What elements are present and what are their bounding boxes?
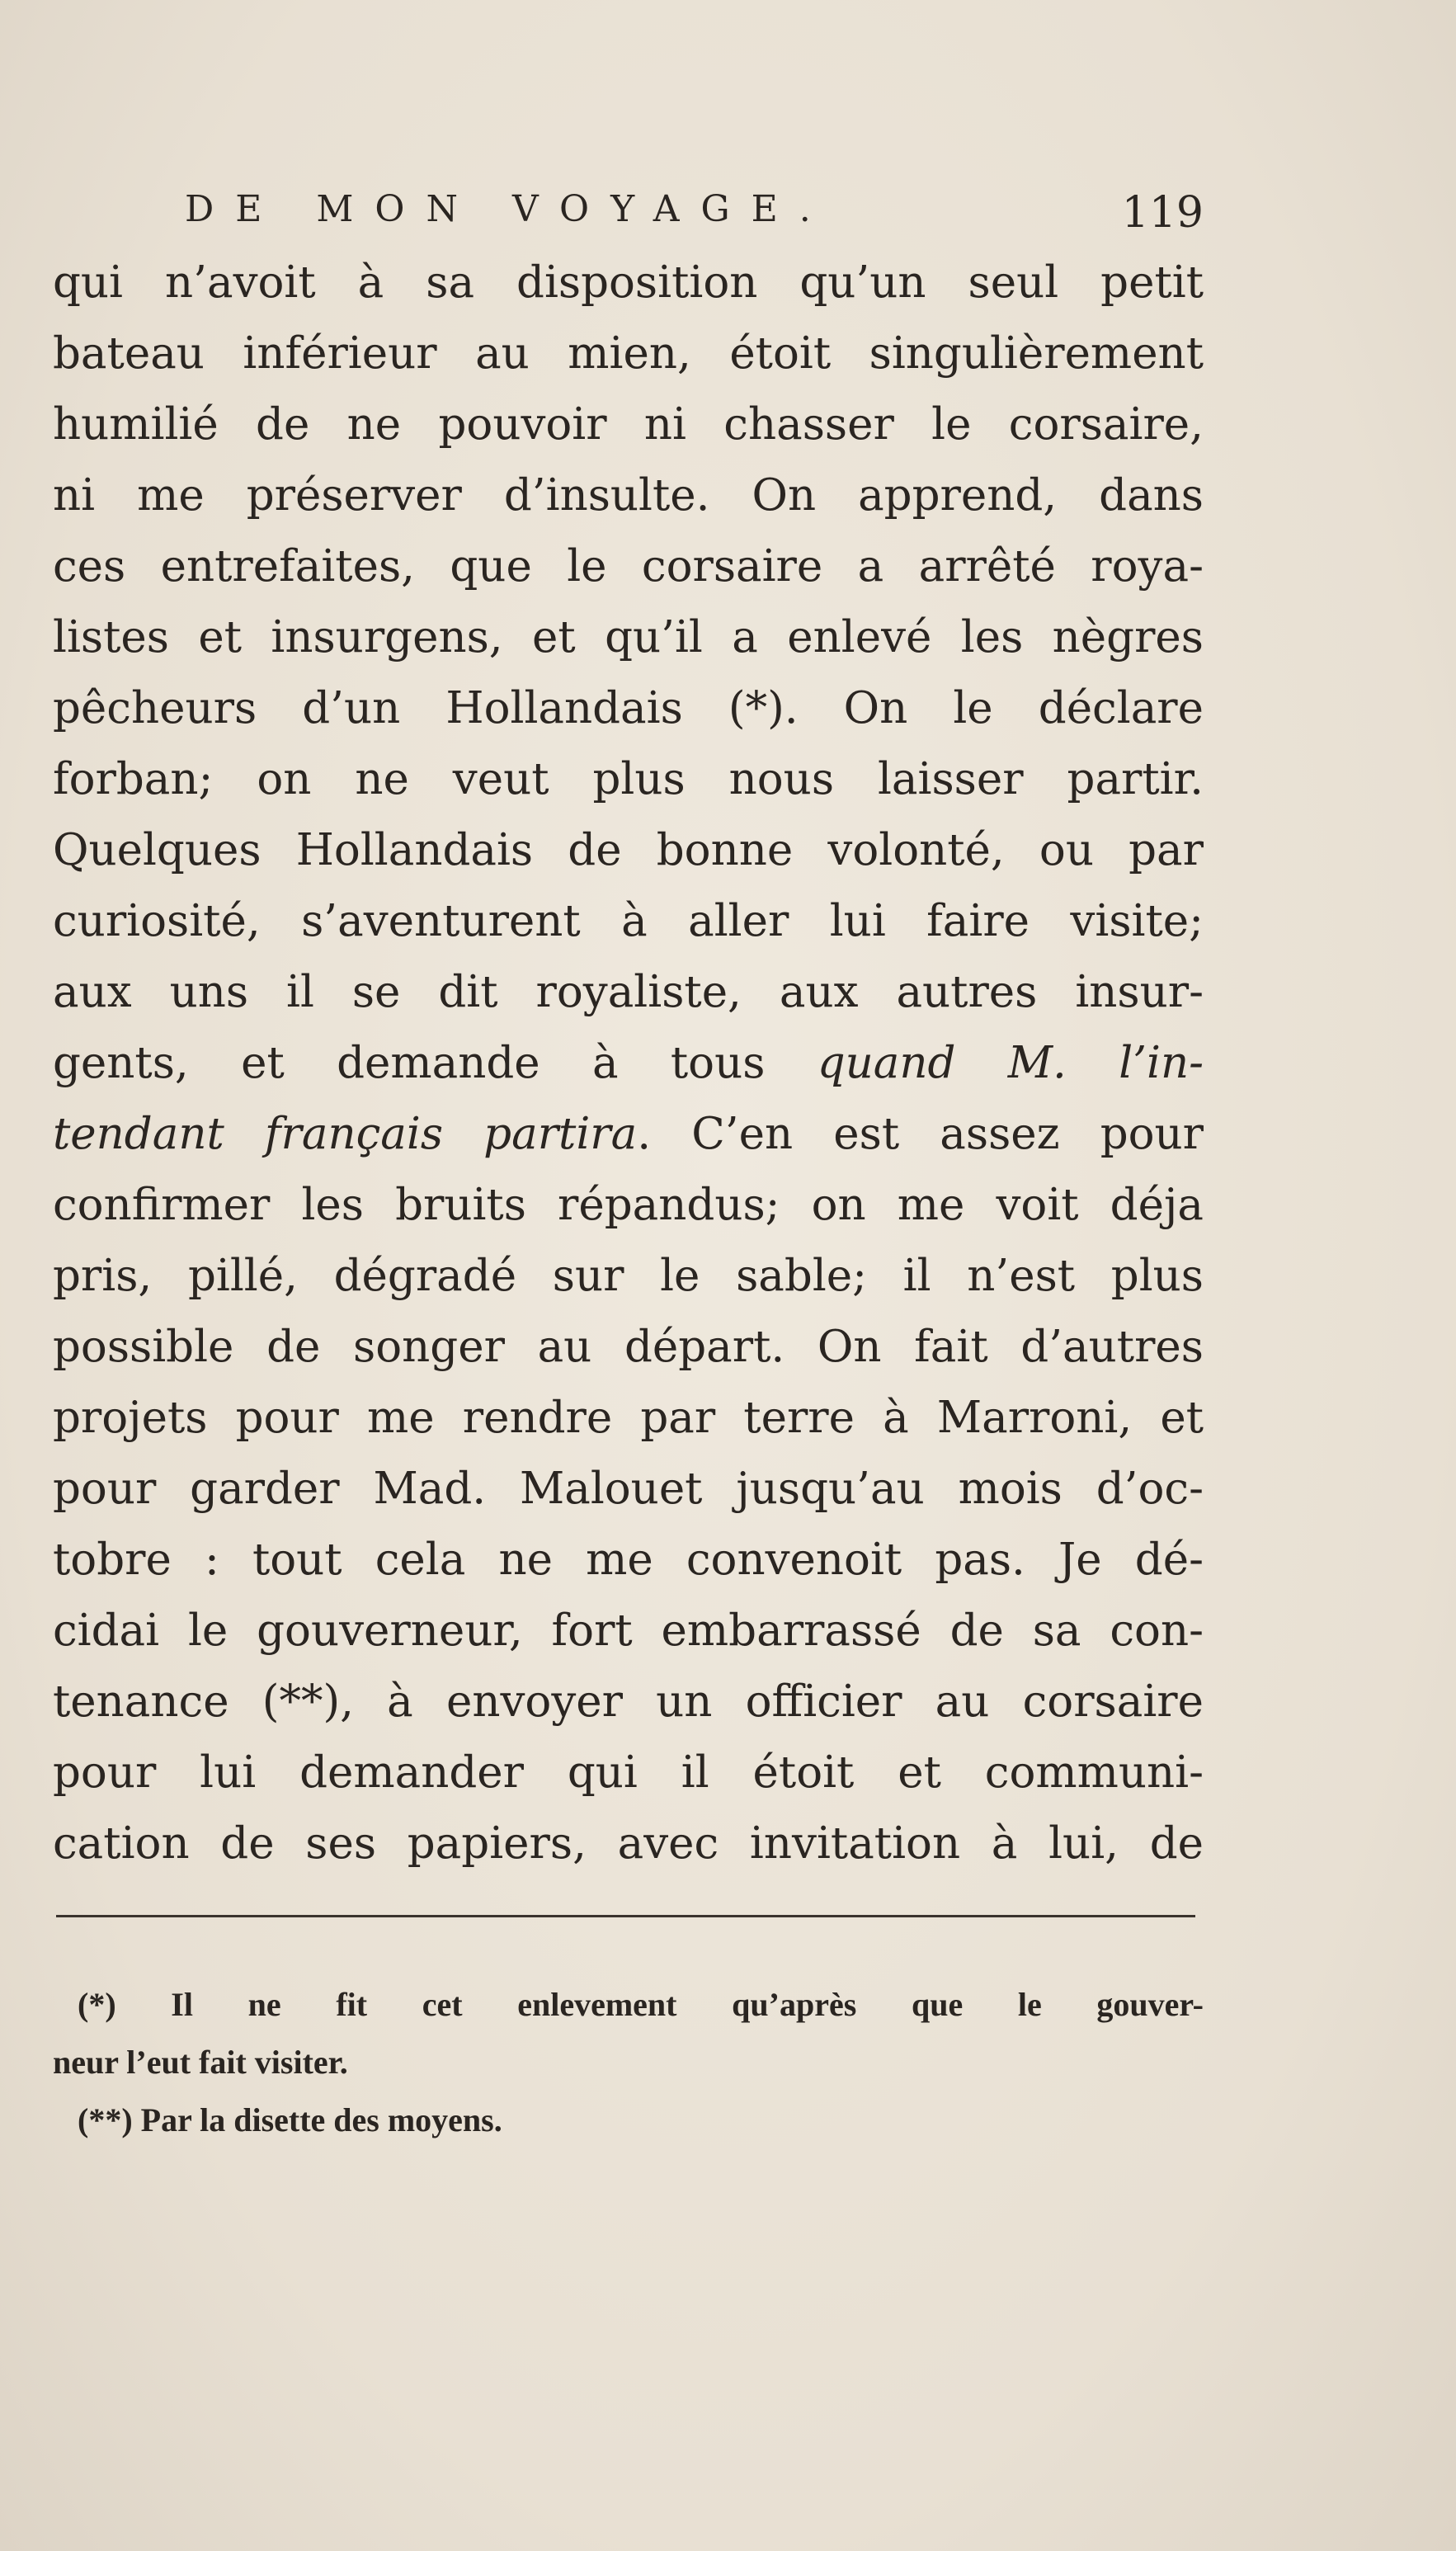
text-line: pêcheurs d’un Hollandais (*). On le déclare bbox=[53, 683, 1204, 733]
running-title: DE MON VOYAGE. bbox=[185, 188, 832, 230]
italic-span: tendant français partira bbox=[53, 1109, 638, 1159]
text-line: humilié de ne pouvoir ni chasser le corsaire, bbox=[53, 399, 1204, 450]
text-line: forban; on ne veut plus nous laisser partir. bbox=[53, 754, 1204, 804]
text-line: pour garder Mad. Malouet jusqu’au mois d’oc- bbox=[53, 1464, 1204, 1514]
text-line: ces entrefaites, que le corsaire a arrêté roya- bbox=[53, 541, 1204, 592]
footnote-divider bbox=[56, 1915, 1195, 1917]
footnotes bbox=[53, 1976, 1204, 2149]
text-line: Quelques Hollandais de bonne volonté, ou par bbox=[53, 825, 1204, 875]
page-number: 119 bbox=[1121, 188, 1204, 238]
body-text bbox=[53, 248, 1204, 1879]
footnote-line: (*) Il ne fit cet enlevement qu’après que le gouver- bbox=[78, 1986, 1204, 2023]
text-line bbox=[53, 1028, 1204, 1099]
footnote-line: neur l’eut fait visiter. bbox=[53, 2044, 348, 2081]
text-line: tenance (**), à envoyer un officier au corsaire bbox=[53, 1676, 1204, 1727]
text-line: pour lui demander qui il étoit et communi- bbox=[53, 1747, 1204, 1798]
text-line: qui n’avoit à sa disposition qu’un seul petit bbox=[53, 257, 1204, 308]
text-line: projets pour me rendre par terre à Marroni, et bbox=[53, 1393, 1204, 1443]
text-line: cation de ses papiers, avec invitation à lui, de bbox=[53, 1818, 1204, 1869]
page-header bbox=[185, 188, 1204, 246]
text-line: confirmer les bruits répandus; on me voit déja bbox=[53, 1180, 1204, 1230]
text-line: bateau inférieur au mien, étoit singulièrement bbox=[53, 328, 1204, 379]
italic-span: quand M. l’in- bbox=[817, 1038, 1204, 1088]
text-line: listes et insurgens, et qu’il a enlevé les nègres bbox=[53, 612, 1204, 663]
text-line: tobre : tout cela ne me convenoit pas. Je dé- bbox=[53, 1535, 1204, 1585]
text-line: pris, pillé, dégradé sur le sable; il n’est plus bbox=[53, 1251, 1204, 1301]
text-line: possible de songer au départ. On fait d’autres bbox=[53, 1322, 1204, 1372]
footnote-line: (**) Par la disette des moyens. bbox=[78, 2101, 502, 2138]
text-span: gents, et demande à tous bbox=[53, 1038, 818, 1088]
text-line: ni me préserver d’insulte. On apprend, dans bbox=[53, 470, 1204, 521]
text-span: . C’en est assez pour bbox=[637, 1109, 1204, 1159]
text-line: curiosité, s’aventurent à aller lui faire visite; bbox=[53, 896, 1204, 946]
text-line: aux uns il se dit royaliste, aux autres insur- bbox=[53, 967, 1204, 1017]
text-line: cidai le gouverneur, fort embarrassé de sa con- bbox=[53, 1606, 1204, 1656]
text-line bbox=[53, 1099, 1204, 1170]
